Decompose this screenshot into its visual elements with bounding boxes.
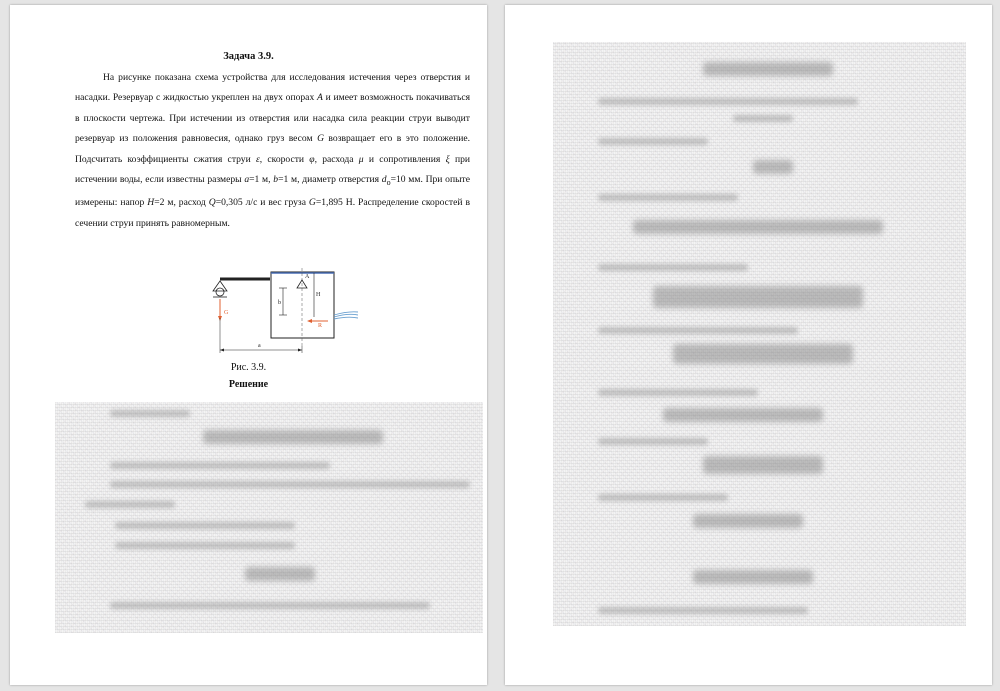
document-page-1 <box>10 5 487 685</box>
obscured-solution-preview <box>55 402 483 633</box>
document-page-2 <box>505 5 992 685</box>
obscured-solution-page <box>553 42 966 626</box>
task-statement: На рисунке показана схема устройства для исследования истечения через отверстия и насадки. Резервуар с жидкостью укреплен на двух опорах A и имеет возможность покачиваться в плоскости чертежа. При истечении из отверстия или насадка сила реакции струи выводит резервуар из положения равновесия, однако груз весом G возвращает его в это положение. Подсчитать коэффициенты сжатия струи ε, скорости φ, расхода μ и сопротивления ξ при истечении воды, если известны размеры a=1 м, b=1 м, диаметр отверстия $d_o=10$ мм. При опыте измерены: напор H=2 м, расход Q=0,305 л/с и вес груза G=1,895 Н. Распределение скоростей в сечении струи принять равномерным. <box>75 72 471 229</box>
solution-heading: Решение <box>228 379 269 390</box>
label-r: R <box>318 323 323 329</box>
label-h: H <box>316 292 321 298</box>
label-g: G <box>224 310 229 316</box>
diagram-weight <box>216 288 224 296</box>
label-a-support: A <box>305 274 310 280</box>
diagram-weight-support <box>213 281 227 291</box>
figure-caption: Рис. 3.9. <box>230 362 267 373</box>
label-a-dimension: a <box>258 343 261 349</box>
task-title: Задача 3.9. <box>223 51 274 62</box>
tank-diagram <box>208 258 358 360</box>
label-b: b <box>278 300 281 306</box>
